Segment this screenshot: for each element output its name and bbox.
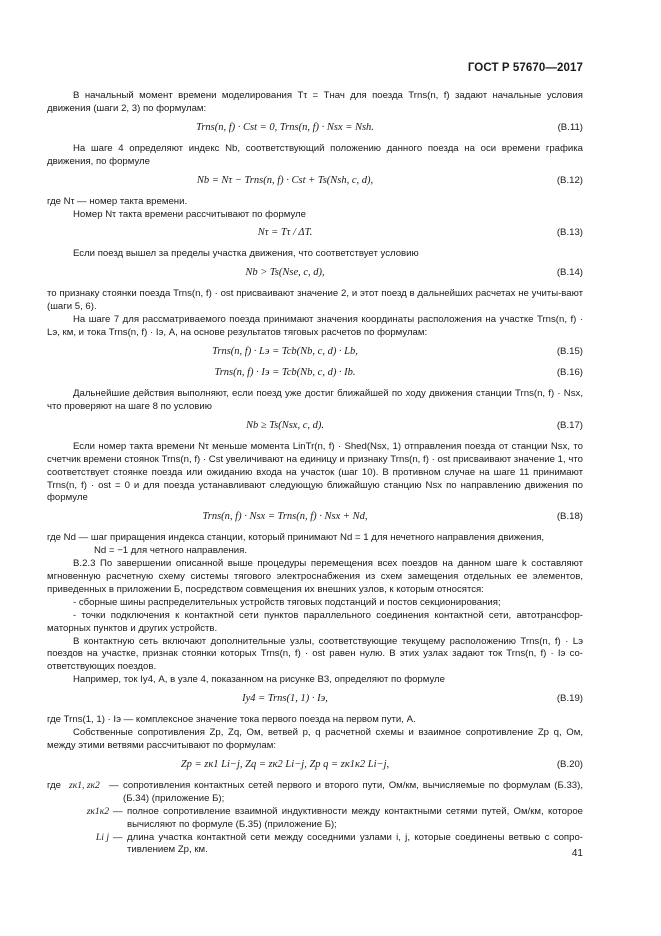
formula-number: (В.15)	[556, 345, 583, 357]
formula-b19	[47, 693, 583, 707]
formula-b18	[47, 511, 583, 525]
definition-term: zк1к2	[86, 805, 109, 817]
definition-term: zк1, zк2	[69, 779, 100, 791]
definition-text: сопротивления контактных сетей первого и второго пути, Ом/км, вычисляемые по формулам (Б.33), (Б.34) (приложение Б);	[123, 779, 583, 804]
paragraph: Если поезд вышел за пределы участка движения, что соответствует условию	[73, 248, 419, 260]
definition-text: полное сопротивление взаимной индуктивности между контактными сетями путей, Ом/км, которое вычисляют по формуле (Б.35) (приложение Б);	[127, 805, 583, 830]
paragraph: В начальный момент времени моделирования Tτ = Tнач для поезда Trns(n, f) задают начальные условия движения (шаги 2, 3) по формулам:	[47, 90, 583, 114]
paragraph: Nd = −1 для четного направления.	[94, 545, 248, 557]
formula-expression: Nb > Ts(Nse, c, d),	[245, 267, 325, 279]
list-item: - точки подключения к контактной сети пунктов параллельного соединения контактной сети, автотрансфор-маторных пунктов и других устройств.	[47, 609, 583, 634]
formula-b12	[47, 175, 583, 189]
list-item: - сборные шины распределительных устройств тяговых подстанций и постов секционирования;	[73, 596, 501, 608]
formula-number: (В.19)	[556, 693, 583, 705]
formula-expression: Trns(n, f) · Iэ = Tcb(Nb, c, d) · Ib.	[214, 366, 356, 378]
paragraph: то признаку стоянки поезда Trns(n, f) · ost присваивают значение 2, и этот поезд в дальнейших расчетах не учиты-вают (шаги 5, 6).	[47, 288, 583, 313]
formula-b11	[47, 122, 583, 136]
paragraph: На шаге 4 определяют индекс Nb, соответствующий положению данного поезда на оси времени графика движения, по формуле	[47, 142, 583, 167]
definition-row	[47, 806, 583, 832]
formula-b16	[47, 367, 583, 381]
paragraph: где Trns(1, 1) · Iэ — комплексное значение тока первого поезда на первом пути, А.	[47, 714, 416, 726]
page-content	[47, 90, 583, 857]
formula-b17	[47, 420, 583, 434]
paragraph: В контактную сеть включают дополнительные узлы, соответствующие текущему расположению Trns(n, f) · Lэ поездов на участке, признак стоянки которых Trns(n, f) · ost равен нулю. В этих узлах задают ток Trns(n, f) · Iэ со-ответствующих поездов.	[47, 635, 583, 673]
formula-b20	[47, 759, 583, 773]
where-label: где	[47, 779, 62, 791]
formula-b14	[47, 267, 583, 281]
formula-expression: Nτ = Tτ / ΔT.	[257, 227, 313, 239]
paragraph: В.2.3 По завершении описанной выше процедуры перемещения всех поездов на данном шаге k составляют мгновенную расчетную схему системы тягового электроснабжения из схем замещения отдельных ее элементов, приведенных в приложении Б, посредством совмещения их внешних узлов, к которым относятся:	[47, 558, 583, 595]
definition-row	[47, 780, 583, 806]
formula-number: (В.20)	[556, 758, 583, 770]
definitions-list	[47, 780, 583, 857]
formula-expression: Nb ≥ Ts(Nsx, c, d).	[245, 419, 324, 431]
formula-number: (В.13)	[556, 227, 583, 239]
formula-expression: Zp = zк1 Li−j, Zq = zк2 Li−j, Zp q = zк1к2 Li−j,	[180, 758, 390, 770]
definition-dash: —	[113, 831, 123, 843]
formula-expression: Trns(n, f) · Cst = 0, Trns(n, f) · Nsx = Nsh.	[196, 121, 374, 133]
definition-row	[47, 832, 583, 858]
formula-number: (В.17)	[556, 419, 583, 431]
paragraph: Если номер такта времени Nτ меньше момента LinTr(n, f) · Shed(Nsx, 1) отправления поезда от станции Nsx, то счетчик времени стоянок Trns(n, f) · Cst увеличивают на единицу и признаку Trns(n, f) · ost присваивают значение 1, что соответствует стоянке поезда или ожиданию входа на участок (шаг 10). В противном случае на шаге 11 принимают Trns(n, f) · ost = 0 и для поезда устанавливают следующую ближайшую станцию Nsx по направлению движения по формуле	[47, 440, 583, 504]
formula-number: (В.11)	[557, 121, 583, 133]
definition-text: длина участка контактной сети между соседними узлами i, j, которые соединены ветвью с сопро-тивлением Zp, км.	[127, 831, 583, 856]
paragraph: На шаге 7 для рассматриваемого поезда принимают значения координаты расположения на участке Trns(n, f) · Lэ, км, и тока Trns(n, f) · Iэ, А, на основе результатов тяговых расчетов по формулам:	[47, 314, 583, 339]
definition-dash: —	[109, 779, 119, 791]
paragraph: Дальнейшие действия выполняют, если поезд уже достиг ближайшей по ходу движения станции Trns(n, f) · Nsx, что проверяют на шаге 8 по условию	[47, 387, 583, 412]
formula-b13	[47, 227, 583, 241]
paragraph: Номер Nτ такта времени рассчитывают по формуле	[73, 208, 306, 220]
definition-dash: —	[113, 805, 123, 817]
formula-expression: Nb = Nτ − Trns(n, f) · Cst + Ts(Nsh, c, d),	[196, 174, 374, 186]
definition-term: Li j	[95, 831, 109, 843]
formula-number: (В.18)	[556, 511, 583, 523]
paragraph: где Nd — шаг приращения индекса станции, который принимают Nd = 1 для нечетного направления движения,	[47, 532, 545, 544]
paragraph: где Nτ — номер такта времени.	[47, 195, 188, 207]
formula-expression: Trns(n, f) · Lэ = Tcb(Nb, c, d) · Lb,	[212, 345, 358, 357]
formula-b15	[47, 346, 583, 360]
paragraph: Например, ток Iу4, А, в узле 4, показанном на рисунке В3, определяют по формуле	[73, 674, 445, 686]
formula-number: (В.12)	[556, 174, 583, 186]
formula-number: (В.14)	[556, 267, 583, 279]
formula-number: (В.16)	[556, 366, 583, 378]
formula-expression: Iу4 = Trns(1, 1) · Iэ,	[242, 693, 328, 705]
standard-header: ГОСТ Р 57670—2017	[467, 62, 583, 74]
paragraph: Собственные сопротивления Zp, Zq, Ом, ветвей p, q расчетной схемы и взаимное сопротивление Zp q, Ом, между этими ветвями рассчитывают по формулам:	[47, 727, 583, 751]
formula-expression: Trns(n, f) · Nsx = Trns(n, f) · Nsx + Nd,	[202, 511, 368, 523]
page-number: 41	[571, 848, 583, 859]
